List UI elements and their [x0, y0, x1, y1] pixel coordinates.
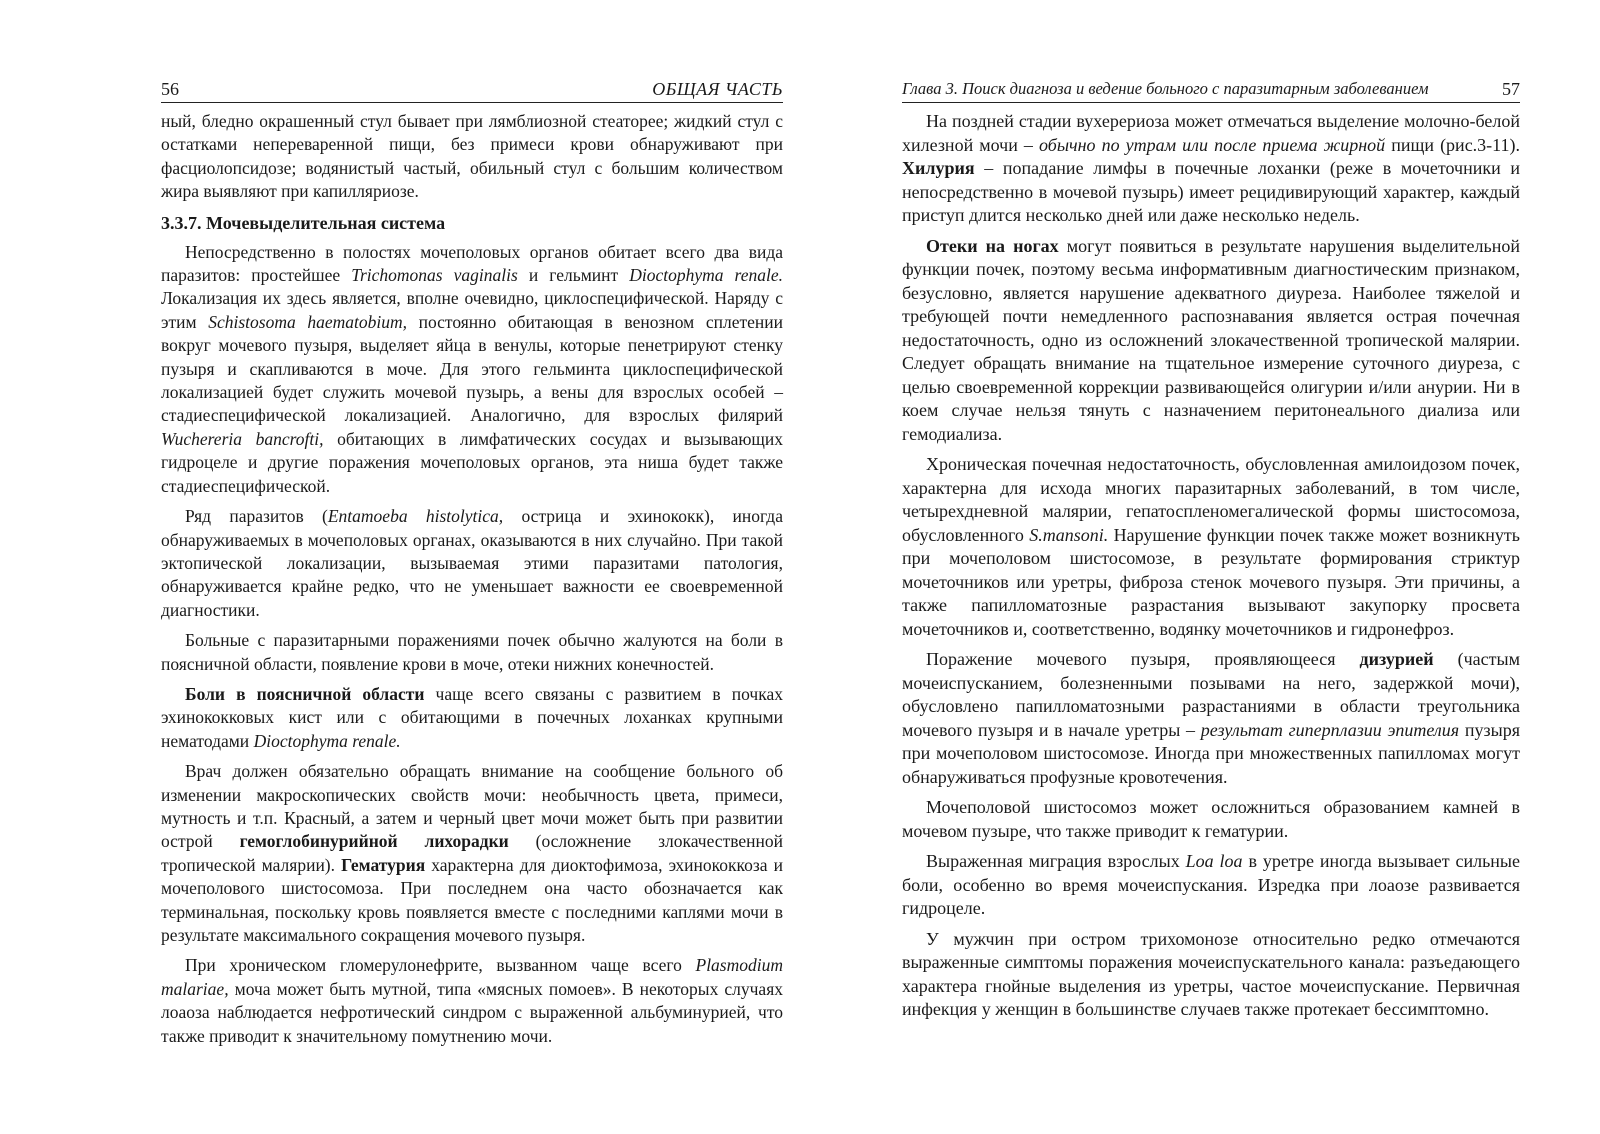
left-paragraph-1: ный, бледно окрашенный стул бывает при лямблиозной стеаторее; жидкий стул с остатками непереваренной пищи, без примеси крови обнаруживают при фасциолопсидозе; водянистый частый, обильный стул с большим количеством жира выявляют при капилляриозе.: [161, 111, 783, 202]
left-paragraph-5: Боли в поясничной области чаще всего связаны с развитием в почках эхинококковых кист или с обитающими в почечных лоханках крупными нематодами Dioctophyma renale.: [161, 683, 783, 751]
left-paragraph-4: Больные с паразитарными поражениями почек обычно жалуются на боли в поясничной области, появление крови в моче, отеки нижних конечностей.: [161, 630, 783, 674]
left-running-title: ОБЩАЯ ЧАСТЬ: [652, 79, 783, 99]
left-body-text: [161, 110, 783, 1055]
right-paragraph-4: Поражение мочевого пузыря, проявляющееся дизурией (частым мочеиспусканием, болезненными позывами на него, задержкой мочи), обусловлено папилломатозными разрастаниями в области треугольника мочевого пузыря и в начале уретры – результат гиперплазии эпителия пузыря при мочеполовом шистосомозе. Иногда при множественных папилломах могут обнаруживаться профузные кровотечения.: [902, 649, 1520, 787]
right-running-head: [902, 78, 1520, 103]
left-paragraph-2: Непосредственно в полостях мочеполовых органов обитает всего два вида паразитов: простейшее Trichomonas vaginalis и гельминт Dioctophyma renale. Локализация их здесь является, вполне очевидно, циклоспецифической. Наряду с этим Schistosoma haematobium, постоянно обитающая в венозном сплетении вокруг мочевого пузыря, выделяет яйца в венулы, которые пенетрируют стенку пузыря и скапливаются в моче. Для этого гельминта циклоспецифической локализацией будет служить мочевой пузырь, а вены для взрослых особей – стадиеспецифической локализацией. Аналогично, для взрослых филярий Wuchereria bancrofti, обитающих в лимфатических сосудах и вызывающих гидроцеле и другие поражения мочеполовых органов, эта ниша будет также стадиеспецифической.: [161, 241, 783, 496]
left-paragraph-7: При хроническом гломерулонефрите, вызванном чаще всего Plasmodium malariae, моча может быть мутной, типа «мясных помоев». В некоторых случаях лоаоза наблюдается нефротический синдром с выраженной альбуминурией, что также приводит к значительному помутнению мочи.: [161, 955, 783, 1046]
left-page-number: 56: [161, 79, 179, 99]
right-paragraph-1: На поздней стадии вухерериоза может отмечаться выделение молочно-белой хилезной мочи – обычно по утрам или после приема жирной пищи (рис.3-11). Хилурия – попадание лимфы в почечные лоханки (реже в мочеточники и непосредственно в мочевой пузырь) имеет рецидивирующий характер, каждый приступ длится несколько дней или даже несколько недель.: [902, 111, 1521, 225]
right-paragraph-3: Хроническая почечная недостаточность, обусловленная амилоидозом почек, характерна для исхода многих паразитарных заболеваний, в том числе, четырехдневной малярии, гепатоспленомегалической формы шистосомоза, обусловленного S.mansoni. Нарушение функции почек также может возникнуть при мочеполовом шистосомозе, в результате формирования стриктур мочеточников или уретры, фиброза стенок мочевого пузыря. Эти причины, а также папилломатозные разрастания вызывают закупорку просвета мочеточников и, соответственно, водянку мочеточников и гидронефроз.: [902, 454, 1520, 639]
left-running-head: [161, 78, 783, 103]
right-paragraph-7: У мужчин при остром трихомонозе относительно редко отмечаются выраженные симптомы поражения мочеиспускательного канала: разъедающего характера гнойные выделения из уретры, частое мочеиспускание. Первичная инфекция у женщин в большинстве случаев также протекает бессимптомно.: [902, 928, 1520, 1019]
right-body-text: [902, 110, 1520, 1029]
section-heading: 3.3.7. Мочевыделительная система: [161, 212, 446, 233]
left-paragraph-6: Врач должен обязательно обращать внимание на сообщение больного об изменении макроскопических свойств мочи: необычность цвета, примеси, мутность и т.п. Красный, а затем и черный цвет мочи может быть при развитии острой гемоглобинурийной лихорадки (осложнение злокачественной тропической малярии). Гематурия характерна для диоктофимоза, эхинококкоза и мочеполового шистосомоза. При последнем она часто обозначается как терминальная, поскольку кровь появляется вместе с последними каплями мочи в результате максимального сокращения мочевого пузыря.: [161, 761, 783, 945]
right-running-title: Глава 3. Поиск диагноза и ведение больного с паразитарным заболеванием: [902, 79, 1429, 98]
right-paragraph-5: Мочеполовой шистосомоз может осложниться образованием камней в мочевом пузыре, что также приводит к гематурии.: [902, 797, 1520, 841]
right-page-number: 57: [1502, 79, 1520, 99]
right-paragraph-6: Выраженная миграция взрослых Loa loa в уретре иногда вызывает сильные боли, особенно во время мочеиспускания. Изредка при лоаозе развивается гидроцеле.: [902, 851, 1520, 918]
right-paragraph-2: Отеки на ногах могут появиться в результате нарушения выделительной функции почек, поэтому весьма информативным диагностическим признаком, безусловно, является нарушение адекватного диуреза. Наиболее тяжелой и требующей почти немедленного распознавания является острая почечная недостаточность, одно из осложнений злокачественной тропической малярии. Следует обращать внимание на тщательное измерение суточного диуреза, с целью своевременной коррекции развивающейся олигурии и/или анурии. Ни в коем случае нельзя тянуть с назначением перитонеального диализа или гемодиализа.: [902, 235, 1520, 444]
left-paragraph-3: Ряд паразитов (Entamoeba histolytica, острица и эхинококк), иногда обнаруживаемых в мочеполовых органах, оказываются в них случайно. При такой эктопической локализации, вызываемая этими паразитами патология, обнаруживается крайне редко, что не уменьшает важности ее своевременной диагностики.: [161, 506, 783, 620]
